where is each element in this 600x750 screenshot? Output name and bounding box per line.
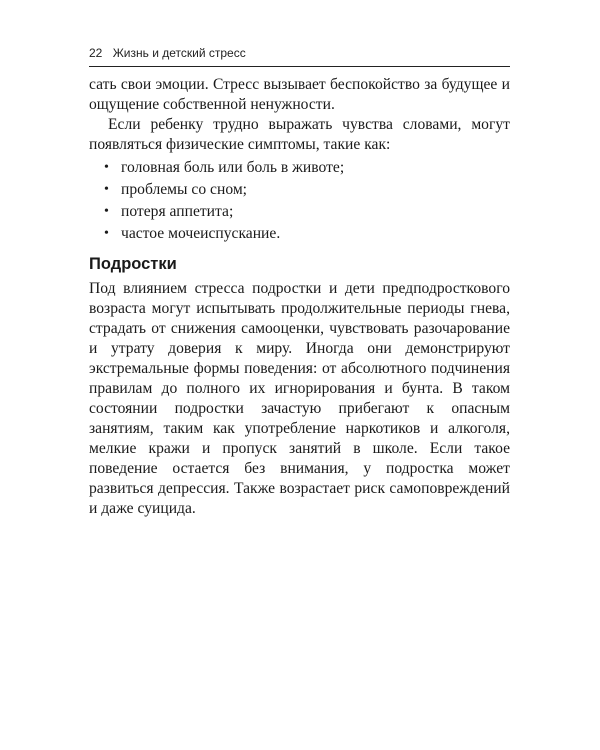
section-heading: Подростки	[89, 255, 177, 273]
symptom-text: проблемы со сном;	[121, 181, 248, 198]
running-title: Жизнь и детский стресс	[112, 46, 246, 60]
bullet-icon: •	[104, 160, 109, 175]
page-number: 22	[89, 46, 103, 60]
list-item	[89, 201, 510, 223]
running-header	[89, 42, 510, 67]
bullet-icon: •	[104, 204, 109, 219]
symptom-text: частое мочеиспускание.	[121, 225, 281, 242]
list-item	[89, 179, 510, 201]
bullet-icon: •	[104, 182, 109, 197]
paragraph-continuation: сать свои эмоции. Стресс вызывает беспокойство за будущее и ощущение собственной ненужности.	[89, 76, 510, 113]
bullet-icon: •	[104, 226, 109, 241]
symptom-text: потеря аппетита;	[121, 203, 234, 220]
list-item	[89, 223, 510, 245]
page-body	[89, 75, 510, 519]
symptoms-list	[89, 157, 510, 245]
section-paragraph: Под влиянием стресса подростки и дети предподросткового возраста могут испытывать продолжительные периоды гнева, страдать от снижения самооценки, чувствовать разочарование и утрату доверия к миру. Иногда они демонстрируют экстремальные формы поведения: от абсолютного подчинения правилам до полного их игнорирования и бунта. В таком состоянии подростки зачастую прибегают к опасным занятиям, таким как употребление наркотиков и алкоголя, мелкие кражи и пропуск занятий в школе. Если такое поведение остается без внимания, у подростка может развиться депрессия. Также возрастает риск самоповреждений и даже суицида.	[89, 280, 510, 517]
paragraph-symptoms-intro: Если ребенку трудно выражать чувства словами, могут появляться физические симптомы, такие как:	[89, 116, 510, 153]
list-item	[89, 157, 510, 179]
symptom-text: головная боль или боль в животе;	[121, 159, 345, 176]
